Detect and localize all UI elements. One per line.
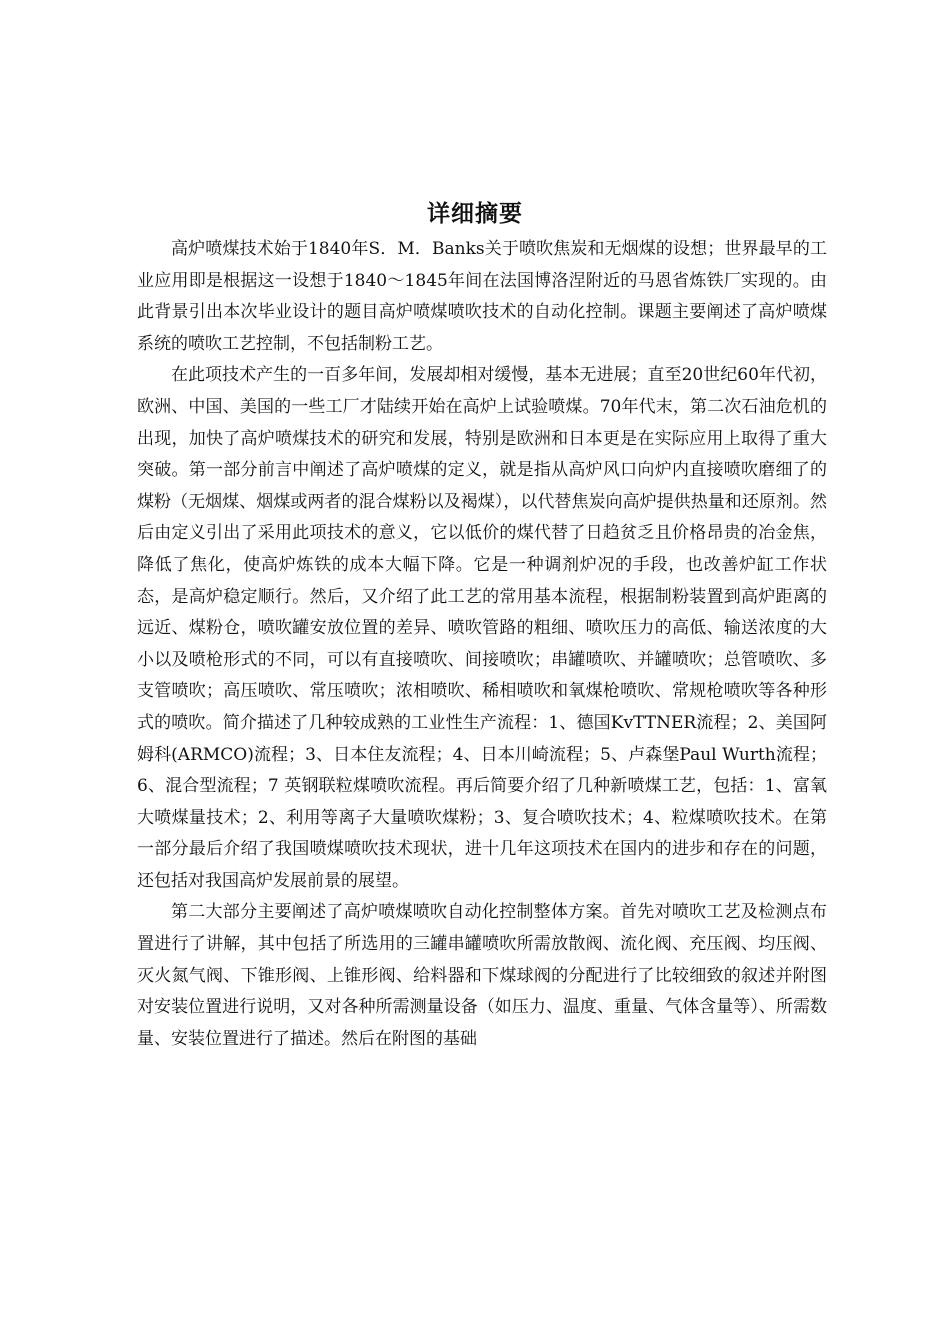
abstract-body [137, 234, 827, 1055]
paragraph-3: 第二大部分主要阐述了高炉喷煤喷吹自动化控制整体方案。首先对喷吹工艺及检测点布置进行了讲解，其中包括了所选用的三罐串罐喷吹所需放散阀、流化阀、充压阀、均压阀、灭火氮气阀、下锥形阀、上锥形阀、给料器和下煤球阀的分配进行了比较细致的叙述并附图对安装位置进行说明，又对各种所需测量设备（如压力、温度、重量、气体含量等）、所需数量、安装位置进行了描述。然后在附图的基础 [137, 902, 827, 1049]
page-title: 详细摘要 [427, 201, 523, 228]
paragraph-1: 高炉喷煤技术始于1840年S．M．Banks关于喷吹焦炭和无烟煤的设想；世界最早的工业应用即是根据这一设想于1840～1845年间在法国博洛涅附近的马恩省炼铁厂实现的。由此背景引出本次毕业设计的题目高炉喷煤喷吹技术的自动化控制。课题主要阐述了高炉喷煤系统的喷吹工艺控制，不包括制粉工艺。 [137, 239, 827, 354]
paragraph-2: 在此项技术产生的一百多年间，发展却相对缓慢，基本无进展；直至20世纪60年代初，欧洲、中国、美国的一些工厂才陆续开始在高炉上试验喷煤。70年代末，第二次石油危机的出现，加快了高炉喷煤技术的研究和发展，特别是欧洲和日本更是在实际应用上取得了重大突破。第一部分前言中阐述了高炉喷煤的定义，就是指从高炉风口向炉内直接喷吹磨细了的煤粉（无烟煤、烟煤或两者的混合煤粉以及褐煤），以代替焦炭向高炉提供热量和还原剂。然后由定义引出了采用此项技术的意义，它以低价的煤代替了日趋贫乏且价格昂贵的冶金焦，降低了焦化，使高炉炼铁的成本大幅下降。它是一种调剂炉况的手段，也改善炉缸工作状态，是高炉稳定顺行。然后，又介绍了此工艺的常用基本流程，根据制粉装置到高炉距离的远近、煤粉仓，喷吹罐安放位置的差异、喷吹管路的粗细、喷吹压力的高低、输送浓度的大小以及喷枪形式的不同，可以有直接喷吹、间接喷吹；串罐喷吹、并罐喷吹；总管喷吹、多支管喷吹；高压喷吹、常压喷吹；浓相喷吹、稀相喷吹和氧煤枪喷吹、常规枪喷吹等各种形式的喷吹。简介描述了几种较成熟的工业性生产流程：1、德国KvTTNER流程；2、美国阿姆科(ARMCO)流程；3、日本住友流程；4、日本川崎流程；5、卢森堡Paul Wurth流程；6、混合型流程；7 英钢联粒煤喷吹流程。再后简要介绍了几种新喷煤工艺，包括：1、富氧大喷煤量技术；2、利用等离子大量喷吹煤粉；3、复合喷吹技术；4、粒煤喷吹技术。在第一部分最后介绍了我国喷煤喷吹技术现状，进十几年这项技术在国内的进步和存在的问题，还包括对我国高炉发展前景的展望。 [137, 365, 827, 891]
